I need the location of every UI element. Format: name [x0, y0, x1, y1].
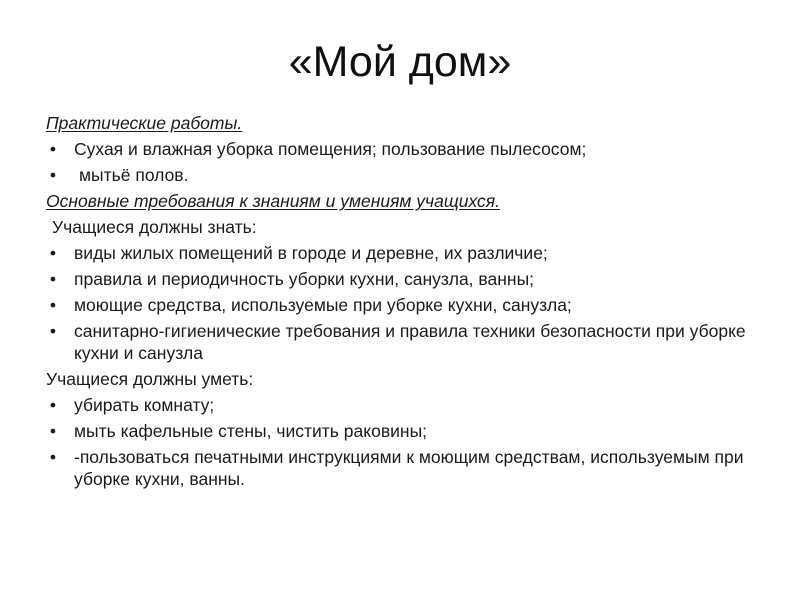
slide-content: [46, 112, 756, 494]
list-item: [46, 164, 756, 186]
list-item: [46, 268, 756, 290]
must-be-able-list: [46, 394, 756, 490]
list-item: [46, 394, 756, 416]
list-item-text: Сухая и влажная уборка помещения; пользование пылесосом;: [74, 139, 587, 159]
bullet-icon: •: [49, 421, 57, 441]
bullet-icon: •: [49, 295, 57, 315]
list-item-text: мытьё полов.: [79, 165, 189, 185]
must-know-label: Учащиеся должны знать:: [52, 217, 257, 237]
bullet-icon: •: [49, 243, 57, 263]
practical-work-list: [46, 138, 756, 186]
bullet-icon: •: [49, 321, 57, 341]
list-item-text: мыть кафельные стены, чистить раковины;: [74, 421, 428, 441]
must-be-able-label: Учащиеся должны уметь:: [46, 369, 254, 389]
list-item-text: виды жилых помещений в городе и деревне, их различие;: [74, 243, 548, 263]
list-item: [46, 320, 756, 364]
list-item-text: моющие средства, используемые при уборке кухни, санузла;: [74, 295, 572, 315]
list-item-text: -пользоваться печатными инструкциями к моющим средствам, используемым при уборке кухни, ванны.: [74, 447, 744, 489]
list-item-text: правила и периодичность уборки кухни, санузла, ванны;: [74, 269, 535, 289]
list-item: [46, 138, 756, 160]
bullet-icon: •: [49, 165, 57, 185]
bullet-icon: •: [49, 269, 57, 289]
list-item: [46, 446, 756, 490]
bullet-icon: •: [49, 395, 57, 415]
list-item-text: санитарно-гигиенические требования и правила техники безопасности при уборке кухни и санузла: [74, 321, 746, 363]
slide-title: «Мой дом»: [288, 38, 512, 86]
list-item: [46, 294, 756, 316]
list-item: [46, 420, 756, 442]
bullet-icon: •: [49, 139, 57, 159]
list-item: [46, 242, 756, 264]
practical-work-heading: Практические работы.: [46, 113, 243, 133]
requirements-heading: Основные требования к знаниям и умениям учащихся.: [46, 191, 500, 211]
must-know-list: [46, 242, 756, 364]
list-item-text: убирать комнату;: [74, 395, 215, 415]
bullet-icon: •: [49, 447, 57, 467]
